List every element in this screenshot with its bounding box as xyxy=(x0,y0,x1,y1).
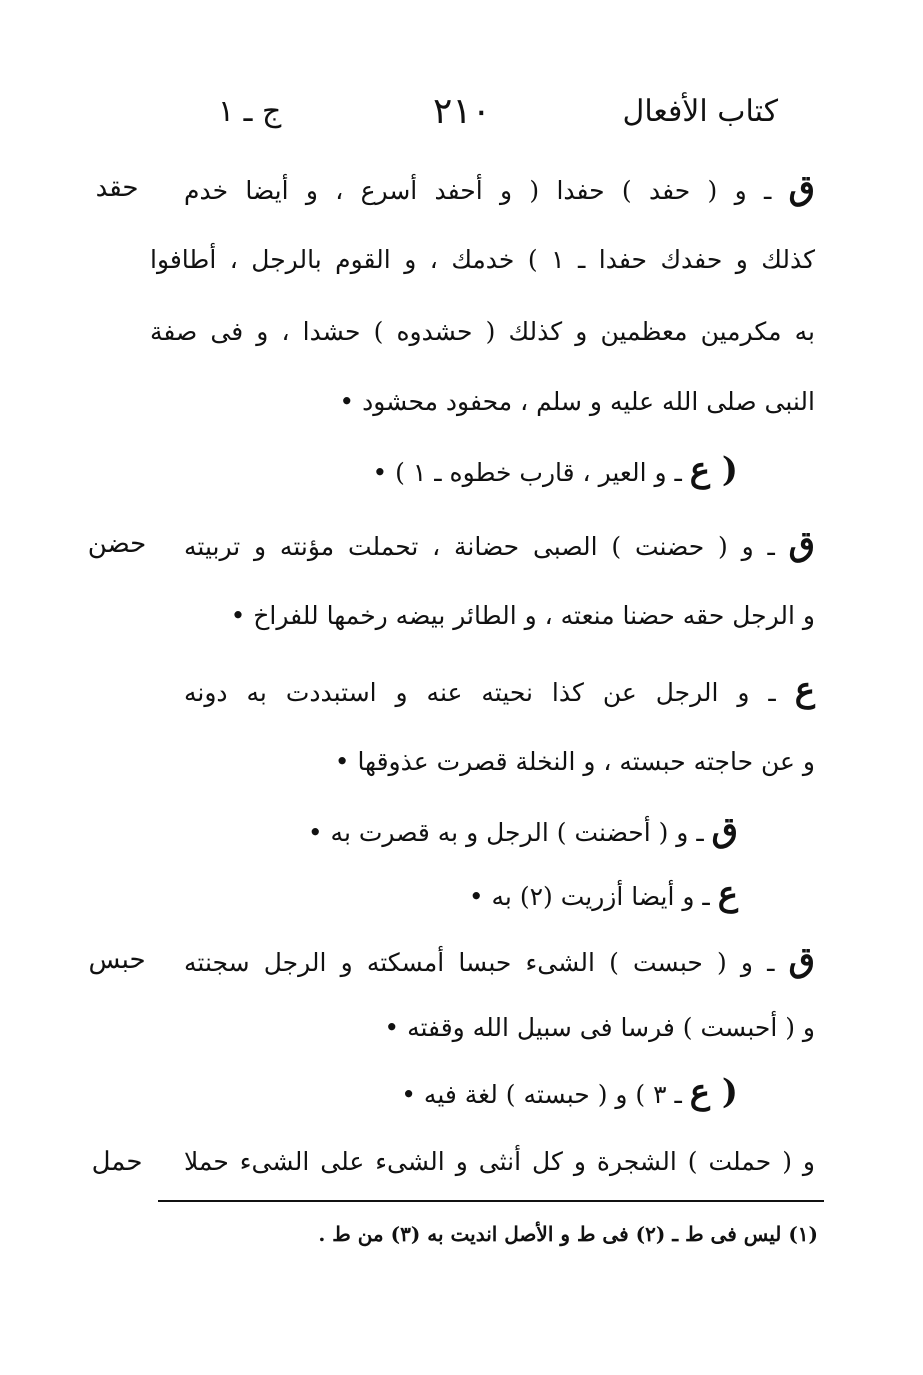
line-text: و الرجل حقه حضنا منعته ، و الطائر بيضه رخمها للفراخ • xyxy=(230,601,815,630)
text-line xyxy=(184,938,815,982)
line-text: ـ و ( حبست ) الشىء حبسا أمسكته و الرجل سجنته xyxy=(184,948,789,977)
line-text: و عن حاجته حبسته ، و النخلة قصرت عذوقها • xyxy=(334,747,815,776)
source-label: ق xyxy=(711,810,738,850)
text-line xyxy=(308,808,738,852)
line-text: النبى صلى الله عليه و سلم ، محفود محشود • xyxy=(339,387,815,416)
text-line xyxy=(372,448,738,492)
text-line xyxy=(231,594,815,638)
line-text: ـ و الرجل عن كذا نحيته عنه و استبددت به دونه xyxy=(184,678,795,707)
page-number: ٢١٠ xyxy=(432,91,492,132)
text-line xyxy=(150,238,815,282)
line-text: ـ و ( أحضنت ) الرجل و به قصرت به • xyxy=(307,818,712,847)
line-text: به مكرمين معظمين و كذلك ( حشدوه ) حشدا ، و فى صفة xyxy=(150,317,815,346)
line-text: و ( أحبست ) فرسا فى سبيل الله وقفته • xyxy=(384,1013,815,1042)
line-text: ـ و ( حفد ) حفدا ( و أحفد أسرع ، و أيضا خدم xyxy=(184,176,789,205)
text-line xyxy=(184,1140,815,1184)
root-word-1: حقد xyxy=(95,173,139,203)
line-text: ـ و العير ، قارب خطوه ـ ١ ) • xyxy=(372,458,690,487)
source-label: ق xyxy=(788,524,815,564)
footnote-divider xyxy=(158,1200,824,1202)
root-word-2: حضن xyxy=(87,529,147,559)
footnote: (١) ليس فى ط ـ (٢) فى ط و الأصل انديت به (٣) من ط . xyxy=(318,1222,818,1246)
text-line xyxy=(401,1070,738,1114)
text-line xyxy=(335,740,815,784)
part-number: ج ـ ١ xyxy=(218,94,282,129)
book-title: كتاب الأفعال xyxy=(622,94,778,129)
source-label: ع xyxy=(717,874,738,914)
line-text: كذلك و حفدك حفدا ـ ١ ) خدمك ، و القوم بالرجل ، أطافوا xyxy=(150,245,816,274)
line-text: و ( حملت ) الشجرة و كل أنثى و الشىء على الشىء حملا xyxy=(184,1147,815,1176)
source-label: ع xyxy=(794,670,815,710)
text-line xyxy=(184,668,815,712)
text-line xyxy=(184,522,815,566)
text-line xyxy=(339,380,815,424)
root-word-3: حبس xyxy=(88,945,146,975)
source-label: ق xyxy=(788,168,815,208)
source-label: ( ع xyxy=(689,1072,738,1112)
line-text: ـ و أيضا أزريت (٢) به • xyxy=(468,882,718,911)
text-line xyxy=(384,1006,815,1050)
source-label: ق xyxy=(788,940,815,980)
source-label: ( ع xyxy=(689,450,738,490)
root-word-4: حمل xyxy=(91,1147,143,1177)
line-text: ـ و ( حضنت ) الصبى حضانة ، تحملت مؤنته و تربيته xyxy=(184,532,789,561)
text-line xyxy=(469,872,738,916)
text-line xyxy=(184,166,815,210)
line-text: ـ ٣ ) و ( حبسته ) لغة فيه • xyxy=(401,1080,690,1109)
text-line xyxy=(150,310,815,354)
